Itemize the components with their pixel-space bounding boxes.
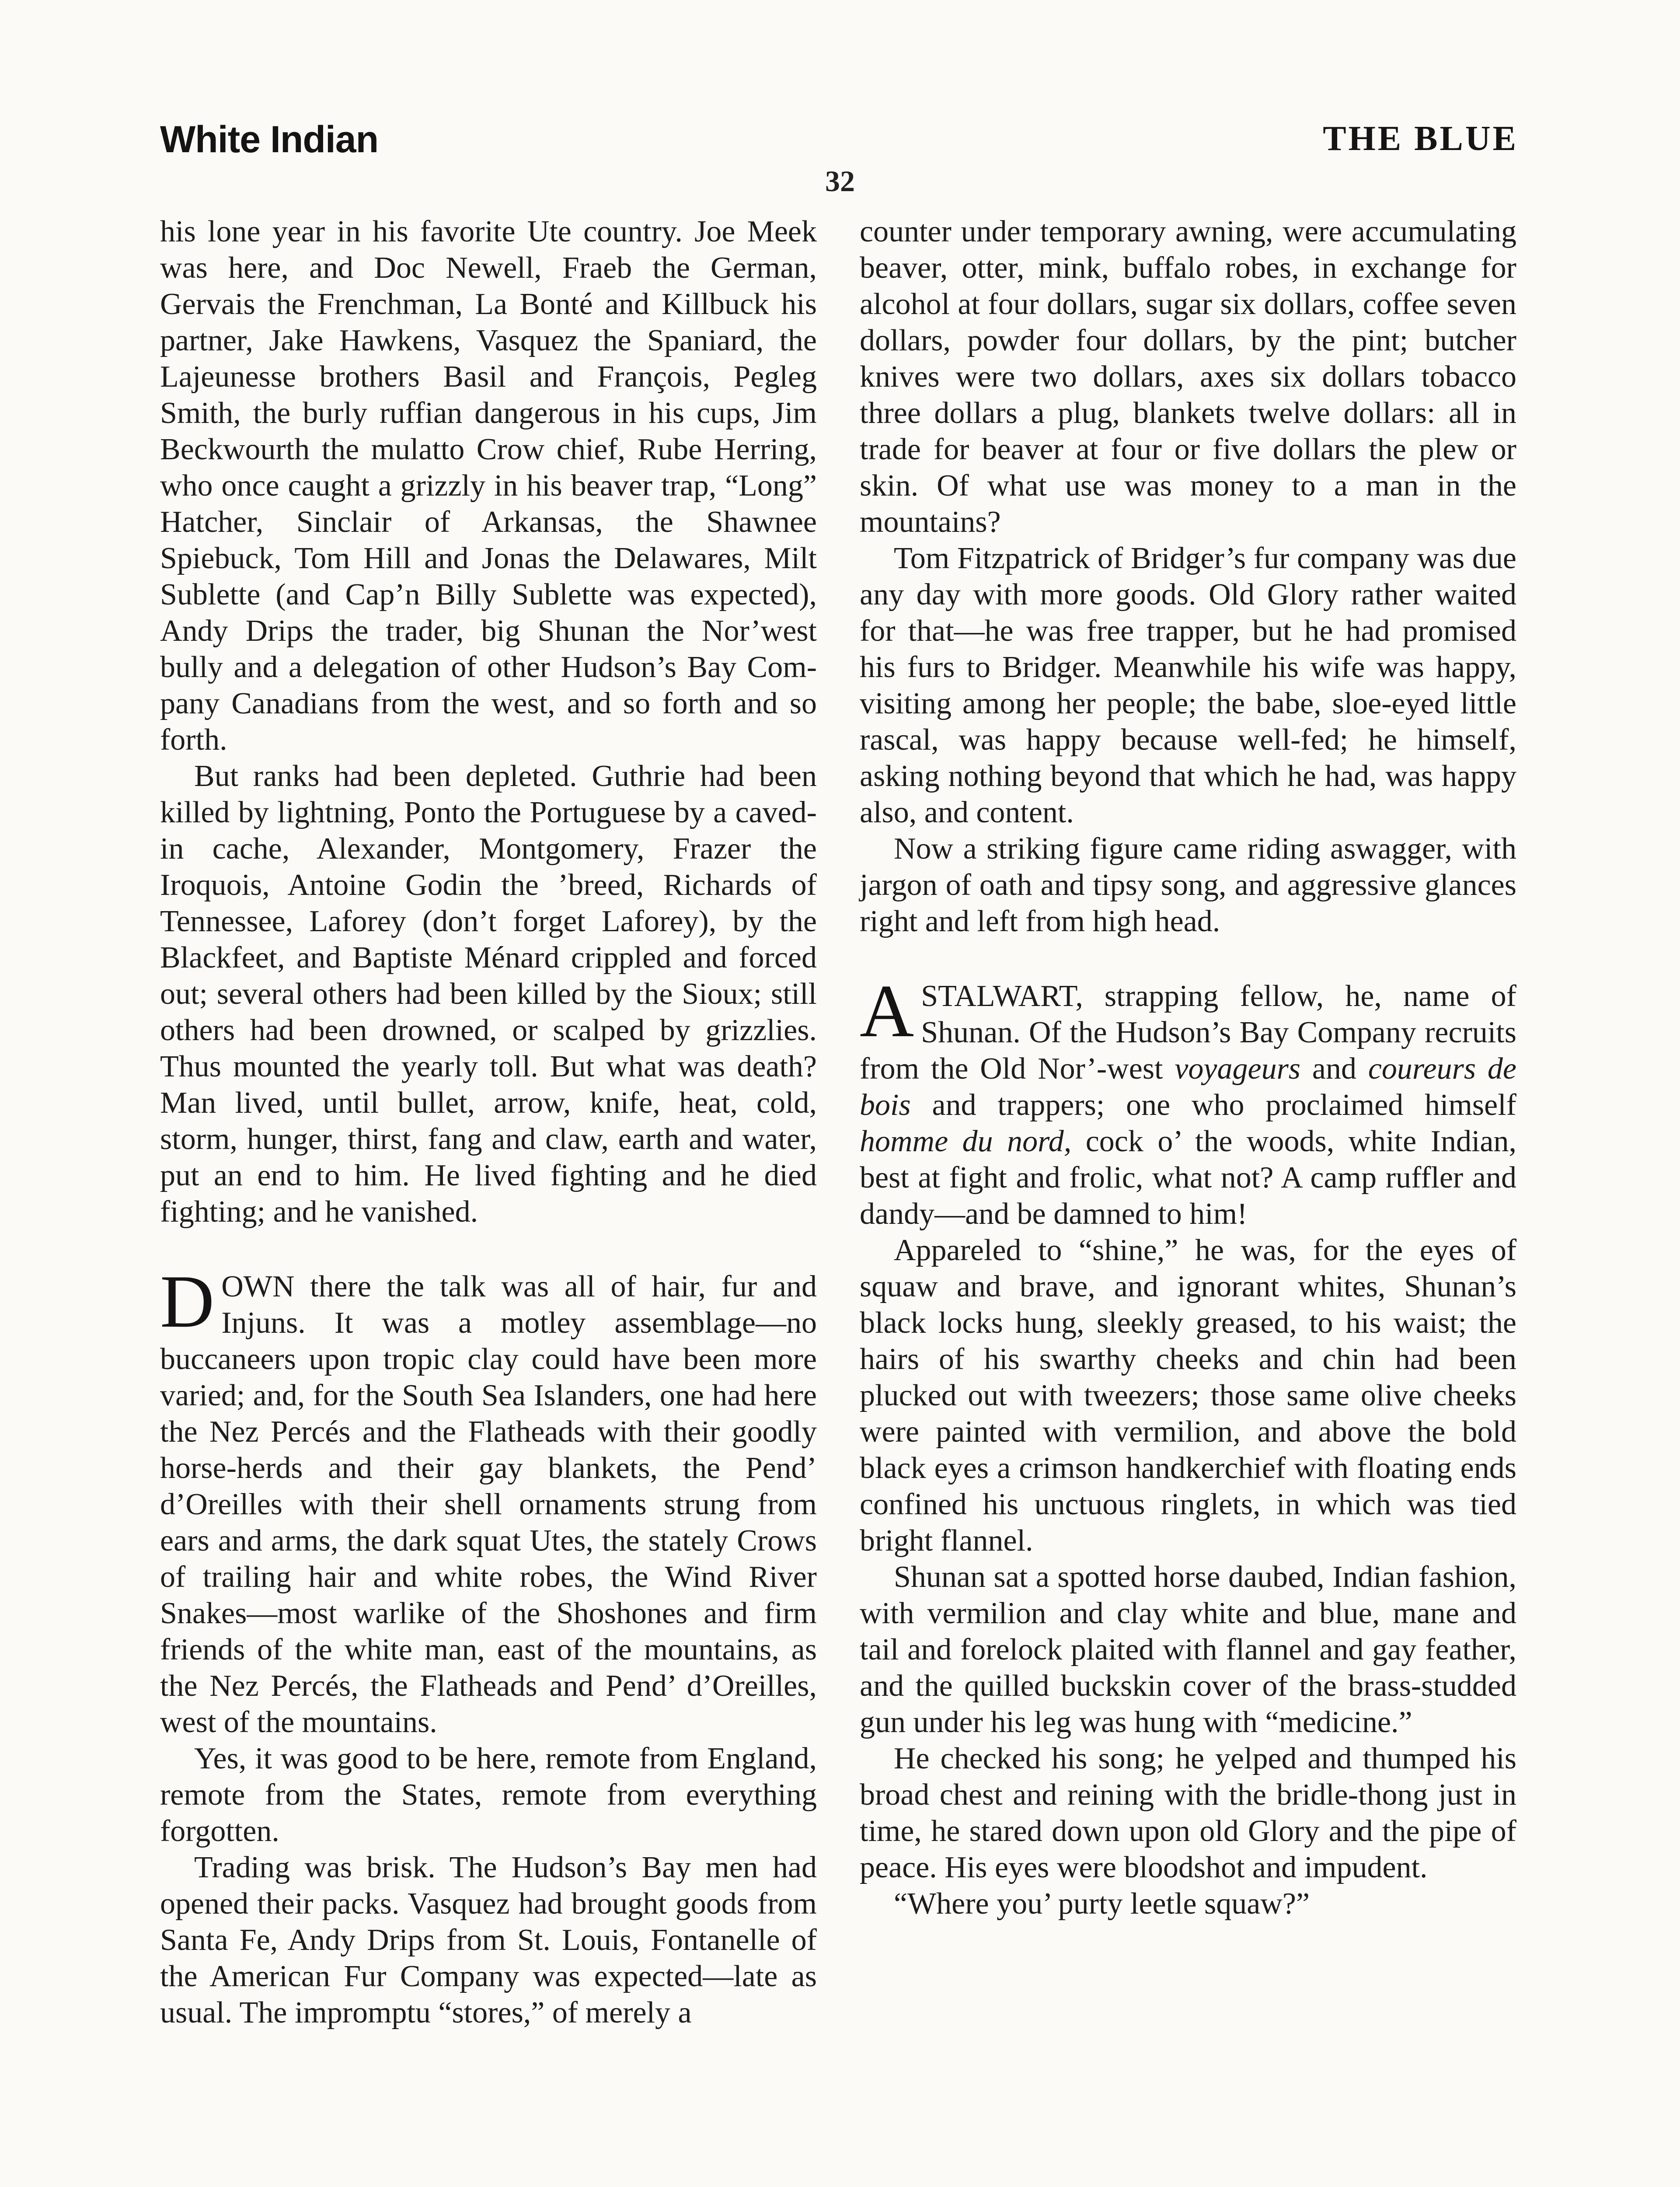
italic-text: homme du nord, xyxy=(860,1125,1072,1158)
paragraph-text: STALWART, strapping fellow, he, name of Shunan. Of the Hudson’s Bay Company recruits from the Old Nor’-west xyxy=(860,979,1516,1086)
paragraph: But ranks had been depleted. Guthrie had been killed by lightning, Ponto the Portuguese by a caved-in cache, Alexander, Montgomery, Frazer the Iroquois, Antoine Godin the ’breed, Richards of Tennessee, Laforey (don’t forget Laforey), by the Blackfeet, and Baptiste Ménard crippled and forced out; several others had been killed by the Sioux; still others had been drowned, or scalped by grizzlies. Thus mounted the yearly toll. But what was death? Man lived, until bullet, arrow, knife, heat, cold, storm, hunger, thirst, fang and claw, earth and water, put an end to him. He lived fighting and he died fighting; and he vanished. xyxy=(160,759,817,1229)
drop-cap: A xyxy=(860,970,914,1053)
paragraph-text: cock o’ the woods, white Indian, best at fight and frolic, what not? A camp ruffler and dandy—and be damned to him! xyxy=(860,1125,1516,1231)
paragraph: He checked his song; he yelped and thumped his broad chest and reining with the bridle-thong just in time, he stared down upon old Glory and the pipe of peace. His eyes were bloodshot and impudent. xyxy=(860,1742,1516,1884)
italic-text: coureurs de bois xyxy=(860,1052,1517,1122)
page-number: 32 xyxy=(825,164,855,198)
italic-text: voyageurs xyxy=(1175,1052,1301,1086)
paragraph-drop-cap xyxy=(160,1260,817,1740)
paragraph: counter under temporary awning, were accumulating beaver, otter, mink, buffalo robes, in exchange for alcohol at four dollars, sugar six dollars, coffee seven dollars, powder four dollars, by the pint; butcher knives were two dollars, axes six dollars tobacco three dollars a plug, blankets twelve dollars: all in trade for beaver at four or five dollars the plew or skin. Of what use was money to a man in the mountains? xyxy=(860,215,1516,539)
paragraph-text: and trappers; one who proclaimed himself xyxy=(910,1088,1516,1122)
paragraph: Yes, it was good to be here, remote from England, remote from the States, remote from everything forgotten. xyxy=(160,1742,817,1848)
drop-cap: D xyxy=(160,1260,215,1343)
paragraph-drop-cap xyxy=(860,970,1517,1232)
paragraph-text: and xyxy=(1300,1052,1368,1086)
left-column xyxy=(160,213,817,2031)
paragraph: Appareled to “shine,” he was, for the eyes of squaw and brave, and ignorant whites, Shunan’s black locks hung, sleekly greased, to his waist; the hairs of his swarthy cheeks and chin had been plucked out with tweezers; those same olive cheeks were painted with vermilion, and above the bold black eyes a crimson handkerchief with floating ends confined his unctuous ringlets, in which was tied bright flannel. xyxy=(860,1233,1516,1558)
paragraph: Shunan sat a spotted horse daubed, Indian fashion, with vermilion and clay white and blue, mane and tail and forelock plaited with flannel and gay feather, and the quilled buckskin cover of the brass-studded gun under his leg was hung with “medicine.” xyxy=(860,1560,1516,1739)
paragraph: Tom Fitzpatrick of Bridger’s fur company was due any day with more goods. Old Glory rather waited for that—he was free trapper, but he had promised his furs to Bridger. Meanwhile his wife was happy, visiting among her people; the babe, sloe-eyed little rascal, was happy because well-fed; he himself, asking nothing beyond that which he had, was happy also, and content. xyxy=(860,542,1516,829)
running-title-left: White Indian xyxy=(160,119,379,161)
paragraph: his lone year in his favorite Ute country. Joe Meek was here, and Doc Newell, Fraeb the German, Gervais the Frenchman, La Bonté and Killbuck his partner, Jake Hawkens, Vasquez the Spaniard, the Lajeunesse brothers Basil and François, Pegleg Smith, the burly ruffian dangerous in his cups, Jim Beckwourth the mulatto Crow chief, Rube Herring, who once caught a grizzly in his beaver trap, “Long” Hatcher, Sinclair of Arkansas, the Shawnee Spiebuck, Tom Hill and Jonas the Delawares, Milt Sublette (and Cap’n Billy Sublette was expected), Andy Drips the trader, big Shunan the Nor’west bully and a delegation of other Hudson’s Bay Company Canadians from the west, and so forth and so forth. xyxy=(160,215,817,757)
paragraph: Trading was brisk. The Hudson’s Bay men had opened their packs. Vasquez had brought goods from Santa Fe, Andy Drips from St. Louis, Fontanelle of the American Fur Company was expected—late as usual. The impromptu “stores,” of merely a xyxy=(160,1851,817,2030)
paragraph-text: OWN there the talk was all of hair, fur and Injuns. It was a motley assemblage—no buccaneers upon tropic clay could have been more varied; and, for the South Sea Islanders, one had here the Nez Percés and the Flatheads with their goodly horse-herds and their gay blankets, the Pend’ d’Oreilles with their shell ornaments strung from ears and arms, the dark squat Utes, the stately Crows of trailing hair and white robes, the Wind River Snakes—most warlike of the Shoshones and firm friends of the white man, east of the mountains, as the Nez Percés, the Flatheads and Pend’ d’Oreilles, west of the mountains. xyxy=(160,1270,817,1739)
paragraph: Now a striking figure came riding aswagger, with jargon of oath and tipsy song, and aggressive glances right and left from high head. xyxy=(860,832,1516,938)
paragraph: “Where you’ purty leetle squaw?” xyxy=(894,1887,1310,1921)
running-title-right: THE BLUE xyxy=(1323,119,1518,158)
right-column xyxy=(860,213,1516,1922)
